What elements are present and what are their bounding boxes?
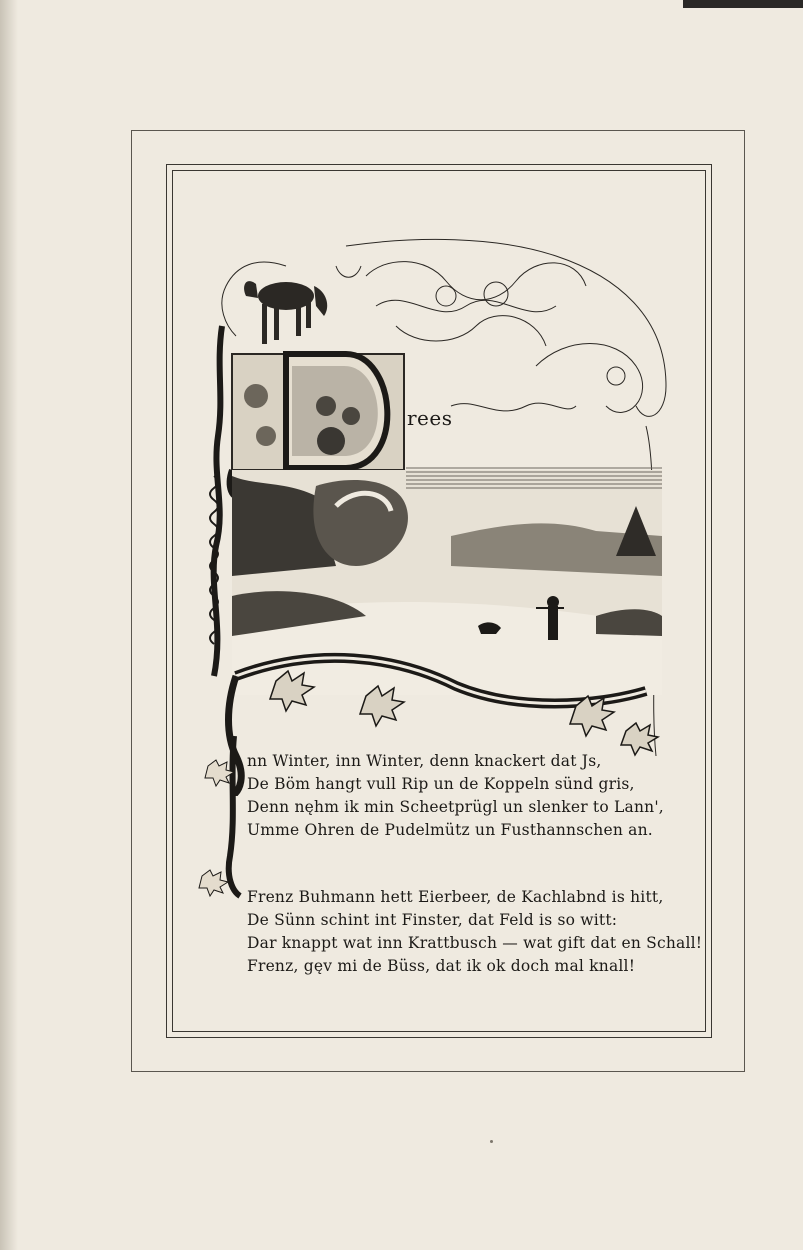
book-gutter-shadow bbox=[0, 0, 18, 1250]
verse-line: Dar knappt wat inn Krattbusch — wat gift dat en Schall! bbox=[247, 934, 703, 952]
initial-word-text: rees bbox=[407, 406, 453, 430]
verse-line: De Böm hangt vull Rip un de Koppeln sünd gris, bbox=[247, 775, 635, 793]
verse-line: Frenz, gęv mi de Büss, dat ik ok doch mal knall! bbox=[247, 957, 636, 975]
horse-ornament bbox=[244, 281, 327, 344]
verse-line: nn Winter, inn Winter, denn knackert dat Js, bbox=[247, 752, 602, 770]
verse-line: Denn nęhm ik min Scheetprügl un slenker to Lann', bbox=[247, 798, 664, 816]
verse-line: Umme Ohren de Pudelmütz un Fusthannschen an. bbox=[247, 821, 653, 839]
stanza-1 bbox=[247, 750, 664, 842]
verse-line: De Sünn schint int Finster, dat Feld is so witt: bbox=[247, 911, 618, 929]
paper-speck bbox=[490, 1140, 493, 1143]
winter-hunting-engraving bbox=[196, 236, 696, 796]
book-cover-edge bbox=[683, 0, 803, 8]
vine-border-left bbox=[210, 326, 222, 676]
stanza-2 bbox=[247, 886, 702, 978]
verse-line: Frenz Buhmann hett Eierbeer, de Kachlabnd is hitt, bbox=[247, 888, 664, 906]
